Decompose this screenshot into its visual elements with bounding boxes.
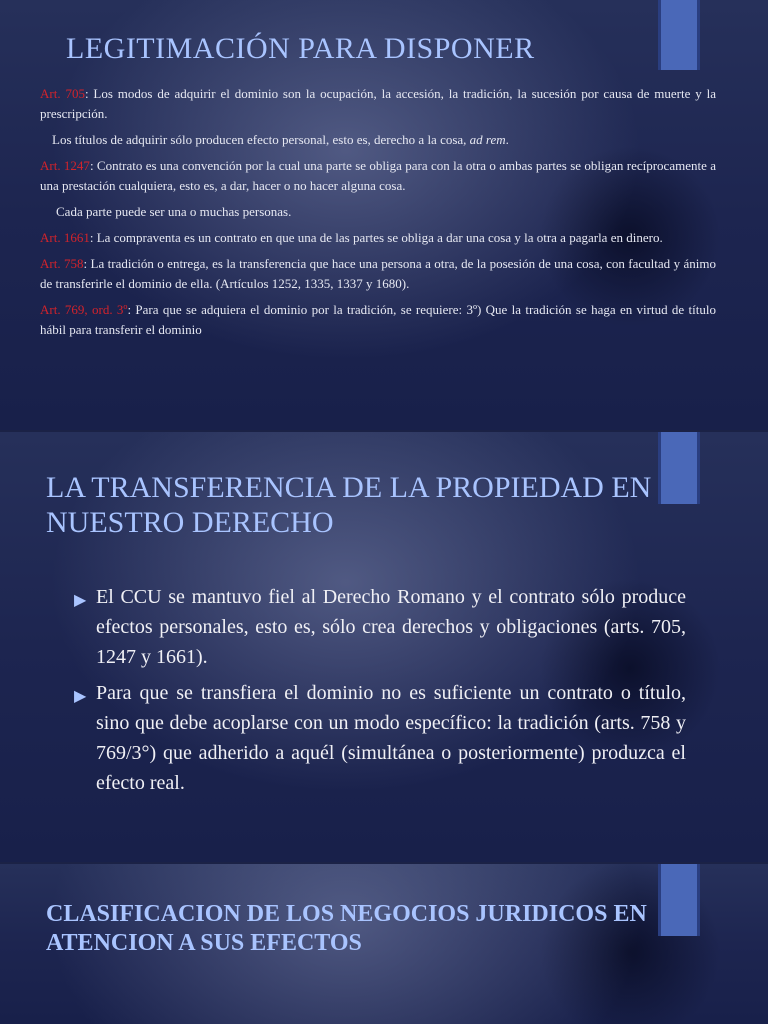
article-ref: Art. 1661 <box>40 230 90 245</box>
article-list <box>40 84 716 346</box>
article-ref: Art. 1247 <box>40 158 90 173</box>
article-text: Los títulos de adquirir sólo producen efecto personal, esto es, derecho a la cosa, <box>52 132 470 147</box>
article-705 <box>40 84 716 124</box>
bullet-text: El CCU se mantuvo fiel al Derecho Romano y el contrato sólo produce efectos personales, esto es, sólo crea derechos y obligaciones (arts. 705, 1247 y 1661). <box>96 586 686 668</box>
slide-legitimacion <box>0 0 768 430</box>
bullet-text: Para que se transfiera el dominio no es suficiente un contrato o título, sino que debe acoplarse con un modo específico: la tradición (arts. 758 y 769/3°) que adherido a aquél (simultánea o posteriormente) produzca el efecto real. <box>96 682 686 794</box>
latin-term: ad rem <box>469 132 506 147</box>
article-ref: Art. 758 <box>40 256 84 271</box>
bullet-list <box>74 582 686 804</box>
slide-title: LEGITIMACIÓN PARA DISPONER <box>66 32 535 65</box>
slide-transferencia <box>0 432 768 862</box>
triangle-right-icon: ▶ <box>74 688 87 705</box>
accent-bar <box>658 0 700 70</box>
article-text: Cada parte puede ser una o muchas personas. <box>56 204 292 219</box>
article-text-tail: . <box>505 132 509 147</box>
article-text: : Para que se adquiera el dominio por la tradición, se requiere: 3º) Que la tradición se haga en virtud de título hábil para transferir el dominio <box>40 302 716 337</box>
cada-parte-paragraph <box>40 202 716 222</box>
article-ref: Art. 769, ord. 3º <box>40 302 128 317</box>
article-1661 <box>40 228 716 248</box>
slide-title: CLASIFICACION DE LOS NEGOCIOS JURIDICOS EN ATENCION A SUS EFECTOS <box>46 901 647 956</box>
triangle-right-icon: ▶ <box>74 592 87 609</box>
article-1247 <box>40 156 716 196</box>
article-758 <box>40 254 716 294</box>
titulos-paragraph <box>40 130 716 150</box>
article-text: : La compraventa es un contrato en que una de las partes se obliga a dar una cosa y la otra a pagarla en dinero. <box>89 230 663 245</box>
slide-clasificacion <box>0 864 768 1024</box>
slide-title: LA TRANSFERENCIA DE LA PROPIEDAD EN NUESTRO DERECHO <box>46 471 652 539</box>
article-text: : La tradición o entrega, es la transferencia que hace una persona a otra, de la posesión de una cosa, con facultad y ánimo de transferirle el dominio de ella. (Artículos 1252, 1335, 1337 y 1680). <box>40 256 716 291</box>
article-769 <box>40 300 716 340</box>
article-text: : Los modos de adquirir el dominio son la ocupación, la accesión, la tradición, la sucesión por causa de muerte y la prescripción. <box>40 86 716 121</box>
article-text: : Contrato es una convención por la cual una parte se obliga para con la otra o ambas partes se obligan recíprocamente a una prestación cualquiera, esto es, a dar, hacer o no hacer alguna cosa. <box>40 158 716 193</box>
list-item <box>74 678 686 798</box>
list-item <box>74 582 686 672</box>
article-ref: Art. 705 <box>40 86 85 101</box>
